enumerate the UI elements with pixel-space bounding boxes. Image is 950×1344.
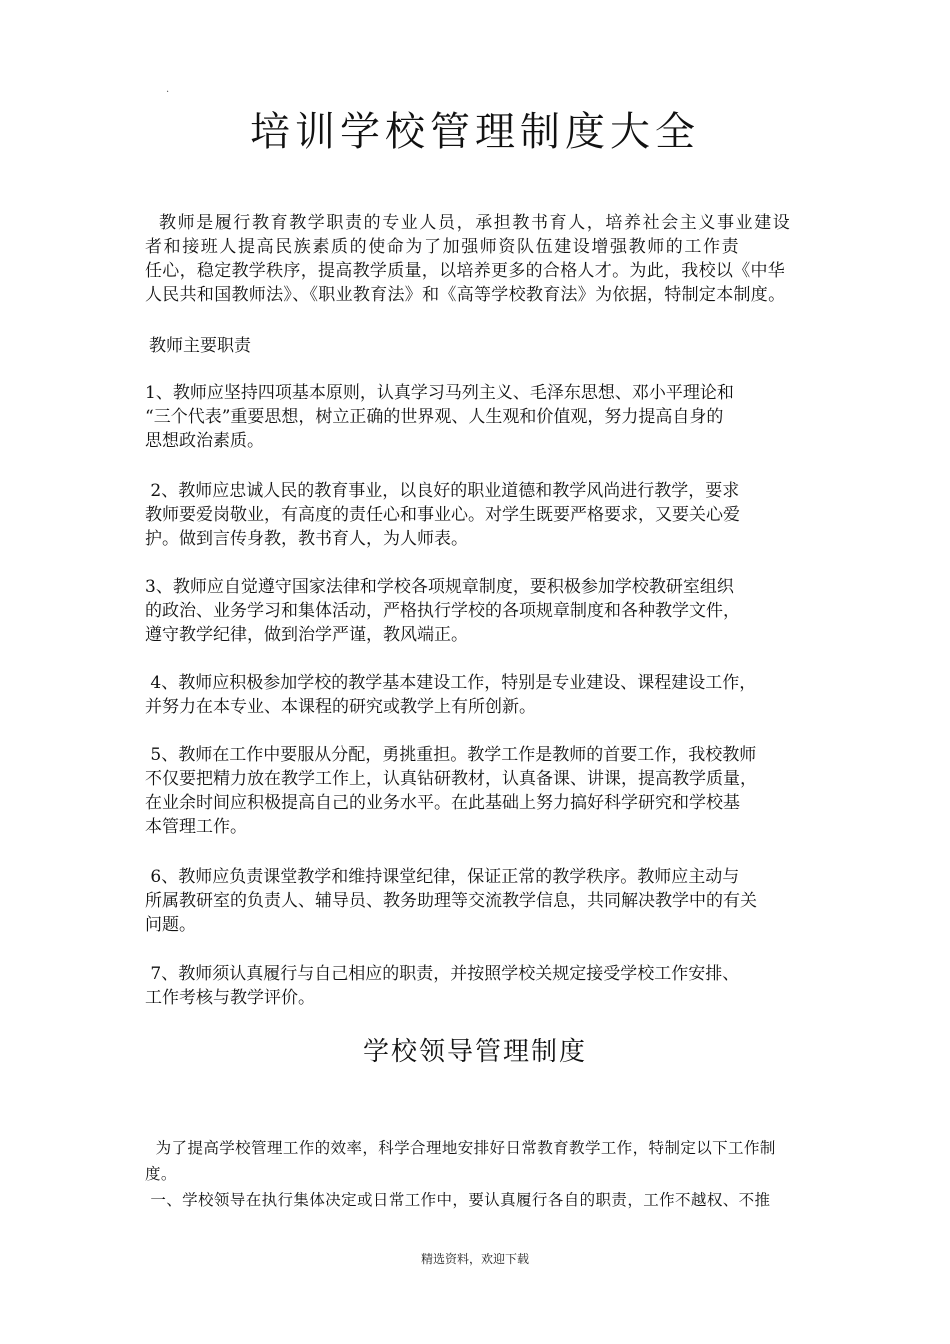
duty-line: 3、教师应自觉遵守国家法律和学校各项规章制度，要积极参加学校教研室组织 bbox=[145, 577, 734, 597]
duty-item-4 bbox=[145, 671, 825, 719]
leader-paragraph bbox=[145, 1135, 825, 1213]
duty-item-3 bbox=[145, 575, 825, 647]
duty-line: 思想政治素质。 bbox=[145, 431, 264, 451]
duty-line: 7、教师须认真履行与自己相应的职责，并按照学校关规定接受学校工作安排、 bbox=[145, 964, 740, 984]
duty-item-7 bbox=[145, 962, 825, 1010]
duty-line: 在业余时间应积极提高自己的业务水平。在此基础上努力搞好科学研究和学校基 bbox=[145, 793, 740, 813]
section-subtitle: 学校领导管理制度 bbox=[362, 1037, 587, 1067]
intro-paragraph bbox=[145, 211, 895, 307]
duty-line: 教师要爱岗敬业，有高度的责任心和事业心。对学生既要严格要求，又要关心爱 bbox=[145, 505, 740, 525]
duty-line: 本管理工作。 bbox=[145, 817, 247, 837]
duty-line: 5、教师在工作中要服从分配，勇挑重担。教学工作是教师的首要工作，我校教师 bbox=[145, 745, 757, 765]
duty-item-6 bbox=[145, 865, 825, 937]
section-heading: 教师主要职责 bbox=[149, 336, 251, 356]
duty-line: 1、教师应坚持四项基本原则，认真学习马列主义、毛泽东思想、邓小平理论和 bbox=[145, 383, 734, 403]
duty-line: 的政治、业务学习和集体活动，严格执行学校的各项规章制度和各种教学文件， bbox=[145, 601, 740, 621]
duty-line: “三个代表”重要思想，树立正确的世界观、人生观和价值观，努力提高自身的 bbox=[145, 407, 724, 427]
duty-line: 6、教师应负责课堂教学和维持课堂纪律，保证正常的教学秩序。教师应主动与 bbox=[145, 867, 740, 887]
duty-line: 不仅要把精力放在教学工作上，认真钻研教材，认真备课、讲课，提高教学质量， bbox=[145, 769, 757, 789]
page-footer: 精选资料，欢迎下载 bbox=[420, 1252, 529, 1266]
leader-line: 为了提高学校管理工作的效率，科学合理地安排好日常教育教学工作，特制定以下工作制 bbox=[145, 1139, 776, 1157]
duty-line: 所属教研室的负责人、辅导员、教务助理等交流教学信息，共同解决教学中的有关 bbox=[145, 891, 757, 911]
document-title: 培训学校管理制度大全 bbox=[250, 109, 700, 155]
intro-line: 教师是履行教育教学职责的专业人员，承担教书育人，培养社会主义事业建设 bbox=[159, 213, 792, 233]
duty-line: 2、教师应忠诚人民的教育事业，以良好的职业道德和教学风尚进行教学，要求 bbox=[145, 481, 740, 501]
duty-item-1 bbox=[145, 381, 825, 453]
duty-line: 护。做到言传身教，教书育人，为人师表。 bbox=[145, 529, 468, 549]
intro-line: 人民共和国教师法》、《职业教育法》和《高等学校教育法》为依据，特制定本制度。 bbox=[145, 285, 786, 305]
leader-line: 一、学校领导在执行集体决定或日常工作中，要认真履行各自的职责，工作不越权、不推 bbox=[145, 1191, 771, 1209]
leader-line: 度。 bbox=[145, 1165, 177, 1183]
duty-item-5 bbox=[145, 743, 825, 839]
duty-line: 4、教师应积极参加学校的教学基本建设工作，特别是专业建设、课程建设工作， bbox=[145, 673, 757, 693]
intro-line: 任心，稳定教学秩序，提高教学质量，以培养更多的合格人才。为此，我校以《中华 bbox=[145, 261, 786, 281]
corner-mark: . bbox=[166, 84, 170, 95]
duty-line: 遵守教学纪律，做到治学严谨，教风端正。 bbox=[145, 625, 468, 645]
duty-line: 工作考核与教学评价。 bbox=[145, 988, 315, 1008]
duty-line: 问题。 bbox=[145, 915, 196, 935]
intro-line: 者和接班人提高民族素质的使命为了加强师资队伍建设增强教师的工作责 bbox=[145, 237, 741, 257]
duty-line: 并努力在本专业、本课程的研究或教学上有所创新。 bbox=[145, 697, 536, 717]
duty-item-2 bbox=[145, 479, 825, 551]
